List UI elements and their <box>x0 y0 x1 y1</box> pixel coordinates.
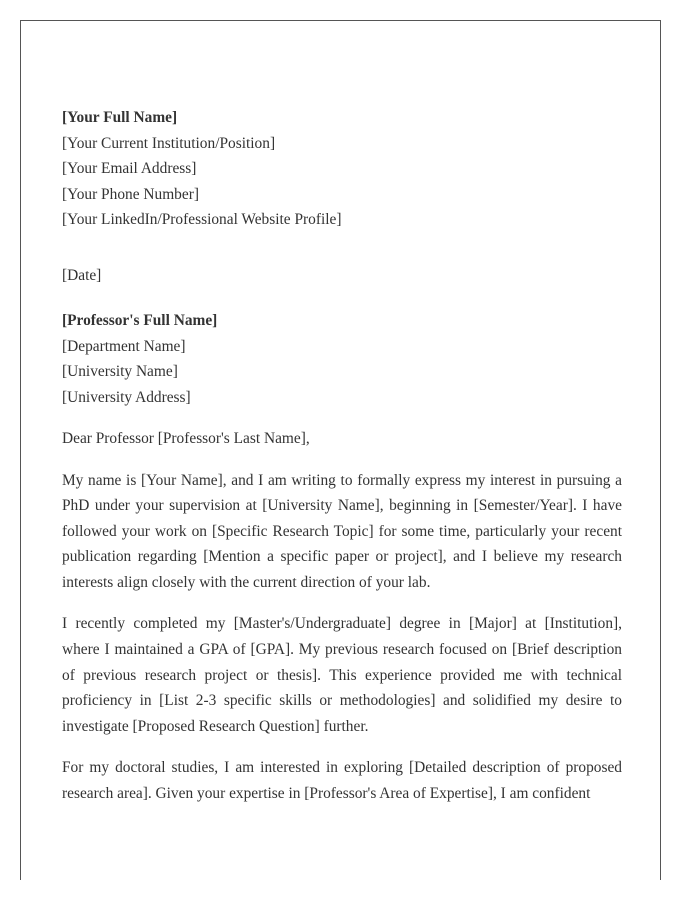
recipient-block <box>62 308 622 410</box>
sender-phone: [Your Phone Number] <box>62 185 199 203</box>
greeting: Dear Professor [Professor's Last Name], <box>62 430 310 447</box>
recipient-name: [Professor's Full Name] <box>62 312 218 329</box>
paragraph-research-interest: For my doctoral studies, I am interested in exploring [Detailed description of proposed research area]. Given your expertise in [Professor's Area of Expertise], I am confident <box>62 759 622 803</box>
recipient-address: [University Address] <box>62 388 191 406</box>
sender-block <box>62 105 622 233</box>
recipient-department: [Department Name] <box>62 337 186 355</box>
letter-date: [Date] <box>62 266 102 284</box>
sender-name: [Your Full Name] <box>62 109 178 126</box>
letter-page <box>20 20 661 880</box>
sender-profile: [Your LinkedIn/Professional Website Profile] <box>62 211 342 228</box>
paragraph-introduction: My name is [Your Name], and I am writing to formally express my interest in pursuing a PhD under your supervision at [University Name], beginning in [Semester/Year]. I have followed your work on [Specific Research Topic] for some time, particularly your recent publication regarding [Mention a specific paper or project], and I believe my research interests align closely with the current direction of your lab. <box>62 471 622 591</box>
letter-body <box>62 105 622 807</box>
sender-email: [Your Email Address] <box>62 160 197 177</box>
sender-institution: [Your Current Institution/Position] <box>62 134 276 152</box>
paragraph-background: I recently completed my [Master's/Undergraduate] degree in [Major] at [Institution], where I maintained a GPA of [GPA]. My previous research focused on [Brief description of previous research project or thesis]. This experience provided me with technical proficiency in [List 2-3 specific skills or methodologies] and solidified my desire to investigate [Proposed Research Question] further. <box>62 615 622 735</box>
recipient-university: [University Name] <box>62 363 178 380</box>
